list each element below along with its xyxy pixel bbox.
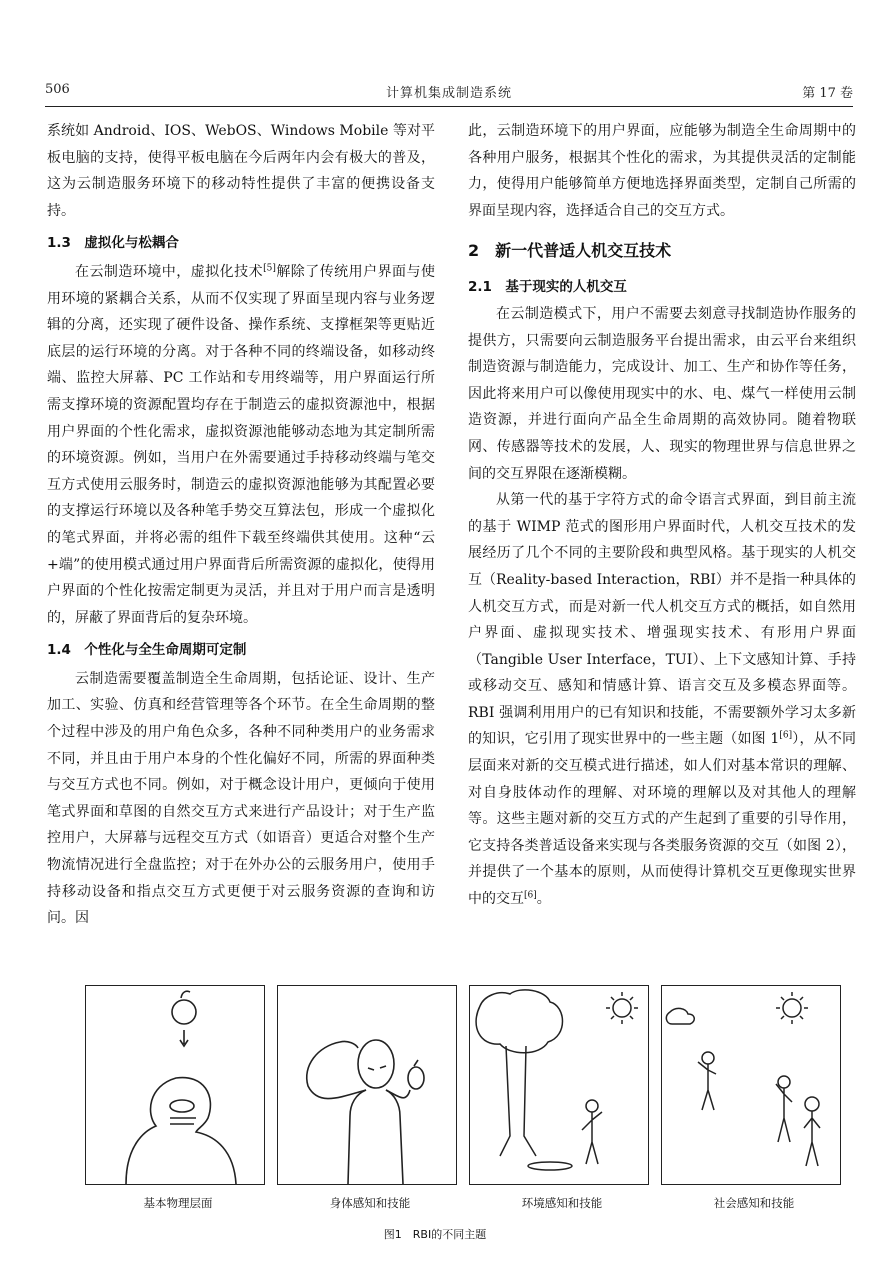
person-head-icon [126, 1078, 236, 1184]
apple-icon [172, 1000, 196, 1024]
right-column [468, 118, 856, 913]
figure-panel-physics [85, 985, 265, 1185]
arm-raised [307, 1041, 366, 1098]
paragraph: 云制造需要覆盖制造全生命周期，包括论证、设计、生产加工、实验、仿真和经营管理等各个环节。在全生命周期的整个过程中涉及的用户角色众多，各种不同种类用户的业务需求不同，并且由于用户本身的个性化偏好不同，所需的界面种类与交互方式也不同。例如，对于概念设计用户，更倾向于使用笔式界面和草图的自然交互方式来进行产品设计；对于生产监控用户，大屏幕与远程交互方式（如语音）更适合对整个生产物流情况进行全盘监控；对于在外办公的云服务用户，使用手持移动设备和指点交互方式更便于对云服务资源的查询和访问。因 [47, 670, 435, 927]
panel-caption: 社会感知和技能 [713, 1196, 795, 1210]
paragraph: 在云制造环境中，虚拟化技术[5]解除了传统用户界面与使用环境的紧耦合关系，从而不仅实现了界面呈现内容与业务逻辑的分离，还实现了硬件设备、操作系统、支撑框架等更贴近底层的运行环境的分离。对于各种不同的终端设备，如移动终端、监控大屏幕、PC 工作站和专用终端等，用户界面运行所需支撑环境的资源配置均存在于制造云的虚拟资源池中，根据用户界面的个性化需求，虚拟资源池能够动态地为其定制所需的环境资源。例如，当用户在外需要通过手持移动终端与笔交互方式使用云服务时，制造云的虚拟资源池能够为其配置必要的支撑运行环境以及各种笔手势交互算法包，形成一个虚拟化的笔式界面，并将必需的组件下载至终端供其使用。这种“云+端”的使用模式通过用户界面背后所需资源的虚拟化，使得用户界面的个性化按需定制更为灵活，并且对于用户而言是透明的，屏蔽了界面背后的复杂环境。 [47, 263, 435, 626]
paragraph: 此，云制造环境下的用户界面，应能够为制造全生命周期中的各种用户服务，根据其个性化的需求，为其提供灵活的定制能力，使得用户能够简单方便地选择界面类型，定制自己所需的界面呈现内容，选择适合自己的交互方式。 [468, 123, 856, 219]
figure-rbi-themes [85, 985, 850, 1190]
apple-stem-icon [181, 991, 190, 998]
paragraph: 系统如 Android、IOS、WebOS、Windows Mobile 等对平板电脑的支持，使得平板电脑在今后两年内会有极大的普及，这为云制造服务环境下的移动特性提供了丰富的便携设备支持。 [47, 123, 435, 219]
header-rule [45, 106, 853, 107]
person-head-icon [358, 1040, 394, 1088]
section-heading-2-1: 2.1 基于现实的人机交互 [468, 279, 627, 296]
sun-icon [783, 999, 801, 1017]
tree-shadow [528, 1162, 572, 1170]
tree-trunk-icon [500, 1046, 536, 1156]
section-heading-1-4: 1.4 个性化与全生命周期可定制 [47, 642, 247, 659]
volume-label: 第 17 卷 [802, 86, 853, 101]
body-outline [348, 1090, 366, 1184]
person-head-icon [805, 1097, 819, 1111]
person-head-icon [778, 1076, 790, 1088]
tree-crown-icon [476, 990, 562, 1053]
page-number: 506 [45, 82, 70, 97]
figure-caption: 图1 RBI的不同主题 [383, 1228, 487, 1241]
section-heading-1-3: 1.3 虚拟化与松耦合 [47, 235, 179, 252]
environment-awareness-drawing [470, 986, 648, 1184]
naive-physics-drawing [86, 986, 264, 1184]
panel-caption: 身体感知和技能 [329, 1196, 411, 1210]
falling-arrow-icon [180, 1030, 188, 1046]
citation: [6] [524, 890, 537, 901]
section-heading-2: 2 新一代普适人机交互技术 [468, 241, 672, 261]
sun-icon [613, 999, 631, 1017]
figure-panel-body [277, 985, 457, 1185]
cloud-icon [666, 1008, 694, 1024]
figure-panel-social [661, 985, 841, 1185]
paragraph: 从第一代的基于字符方式的命令语言式界面，到目前主流的基于 WIMP 范式的图形用户界面时代，人机交互技术的发展经历了几个不同的主要阶段和典型风格。基于现实的人机交互（Reality-based Interaction，RBI）并不是指一种具体的人机交互方式，而是对新一代人机交互方式的概括，如自然用户界面、虚拟现实技术、增强现实技术、有形用户界面（Tangible User Interface，TUI）、上下文感知计算、手持或移动交互、感知和情感计算、语言交互及多模态界面等。RBI 强调利用用户的已有知识和技能，不需要额外学习太多新的知识，它引用了现实世界中的一些主题（如图 1[6]），从不同层面来对新的交互模式进行描述，如人们对基本常识的理解、对自身肢体动作的理解、对环境的理解以及对其他人的理解等。这些主题对新的交互方式的产生起到了重要的引导作用，它支持各类普适设备来实现与各类服务资源的交互（如图 2），并提供了一个基本的原则，从而使得计算机交互更像现实世界中的交互[6]。 [468, 492, 856, 908]
paragraph: 在云制造模式下，用户不需要去刻意寻找制造协作服务的提供方，只需要向云制造服务平台提出需求，由云平台来组织制造资源与制造能力，完成设计、加工、生产和协作等任务，因此将来用户可以像使用现实中的水、电、煤气一样使用云制造资源，并进行面向产品全生命周期的高效协同。随着物联网、传感器等技术的发展，人、现实的物理世界与信息世界之间的交互界限在逐渐模糊。 [468, 305, 856, 482]
person-head-icon [586, 1100, 598, 1112]
citation: [5] [263, 263, 276, 274]
person-head-icon [702, 1052, 714, 1064]
panel-caption: 环境感知和技能 [521, 1196, 603, 1210]
apple-in-hand-icon [408, 1067, 424, 1089]
journal-title: 计算机集成制造系统 [385, 86, 512, 101]
panel-caption: 基本物理层面 [143, 1196, 213, 1210]
citation: [6] [779, 730, 793, 741]
left-column [47, 118, 435, 932]
body-awareness-drawing [278, 986, 456, 1184]
running-header [45, 82, 853, 104]
social-awareness-drawing [662, 986, 840, 1184]
figure-panel-environment [469, 985, 649, 1185]
